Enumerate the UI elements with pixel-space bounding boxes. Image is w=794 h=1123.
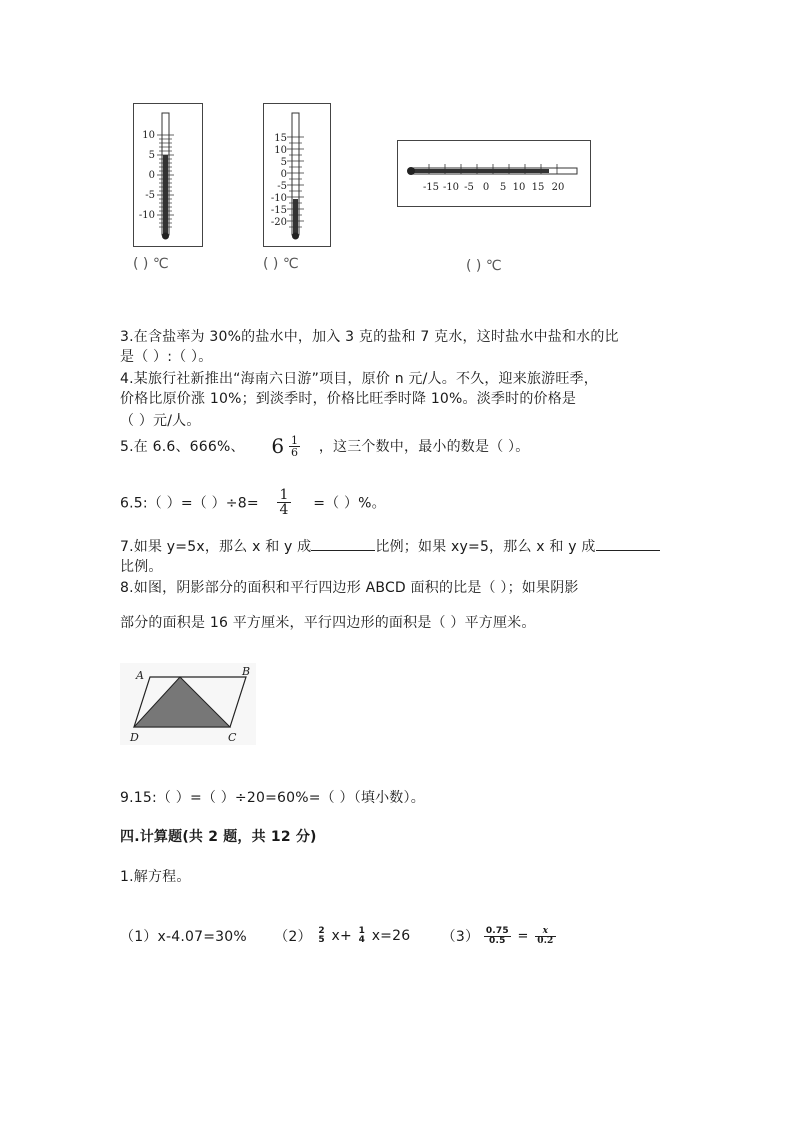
label-b: B bbox=[242, 665, 251, 678]
q5-post: ，这三个数中，最小的数是（ ）。 bbox=[318, 439, 530, 455]
t3-caption: ( ) ℃ bbox=[466, 258, 502, 274]
label-d: D bbox=[130, 731, 139, 744]
t2-caption: ( ) ℃ bbox=[263, 256, 299, 272]
frac-denominator: 4 bbox=[279, 502, 289, 518]
q7-line1 bbox=[120, 536, 660, 556]
q8-line1: 8.如图，阴影部分的面积和平行四边形 ABCD 面积的比是（ ）；如果阴影 bbox=[120, 580, 579, 596]
frac-denominator: 0.5 bbox=[489, 935, 506, 946]
equations-row bbox=[120, 926, 556, 958]
s4q1-title: 1.解方程。 bbox=[120, 869, 191, 885]
equation-3-prefix: （3） bbox=[441, 929, 480, 945]
q7-line2: 比例。 bbox=[120, 559, 163, 575]
parallelogram-figure bbox=[120, 663, 256, 745]
equation-2-prefix: （2） bbox=[274, 929, 312, 945]
q7-part1: 7.如果 y=5x，那么 x 和 y 成 bbox=[120, 539, 312, 555]
t3-tick: 20 bbox=[551, 182, 565, 193]
t1-caption: ( ) ℃ bbox=[133, 256, 169, 272]
thermometer-1 bbox=[133, 103, 203, 248]
eq2-mid: x+ bbox=[331, 928, 357, 944]
frac-numerator: 2 bbox=[318, 926, 325, 936]
frac-numerator: x bbox=[535, 927, 555, 937]
q6-post: =（ ）%。 bbox=[313, 495, 386, 512]
t2-tick: -10 bbox=[270, 193, 287, 204]
q9: 9.15:（ ）=（ ）÷20=60%=（ ）（填小数）。 bbox=[120, 790, 425, 806]
thermometer-3 bbox=[397, 140, 591, 208]
mixed-fraction bbox=[289, 435, 300, 458]
frac-denominator: 6 bbox=[290, 445, 299, 459]
q7-part2: 比例；如果 xy=5，那么 x 和 y 成 bbox=[375, 539, 596, 555]
q4-line3: （ ）元/人。 bbox=[120, 413, 201, 429]
eq2-fraction-1 bbox=[316, 927, 326, 945]
frac-numerator: 1 bbox=[358, 926, 366, 936]
frac-denominator: 4 bbox=[358, 935, 366, 945]
eq2-post: x=26 bbox=[371, 928, 411, 944]
t3-tick: 5 bbox=[499, 182, 507, 193]
t1-tick: 5 bbox=[148, 150, 155, 161]
thermometer-2 bbox=[263, 103, 331, 248]
t2-tick: -5 bbox=[277, 181, 287, 192]
t2-tick: 5 bbox=[280, 157, 287, 168]
t3-tick: -10 bbox=[442, 182, 460, 193]
t2-tick: 0 bbox=[280, 169, 287, 180]
eq3-equals: = bbox=[517, 928, 529, 944]
section-title: 四.计算题(共 2 题，共 12 分) bbox=[120, 829, 317, 845]
t2-tick: -15 bbox=[270, 205, 287, 216]
t2-tick: 15 bbox=[274, 133, 287, 144]
frac-numerator: 1 bbox=[279, 487, 289, 503]
t1-tick: -10 bbox=[138, 210, 155, 221]
q6-pre: 6.5:（ ）=（ ）÷8= bbox=[120, 495, 259, 512]
t3-tick: -5 bbox=[464, 182, 474, 193]
answer-blank bbox=[596, 538, 660, 551]
q6 bbox=[120, 488, 386, 528]
eq3-left-fraction bbox=[484, 927, 511, 946]
frac-denominator: 5 bbox=[318, 935, 325, 945]
q4-line1: 4.某旅行社新推出“海南六日游”项目，原价 n 元/人。不久，迎来旅游旺季， bbox=[120, 371, 598, 387]
q5 bbox=[120, 434, 529, 474]
mixed-whole: 6 bbox=[271, 434, 285, 458]
eq2-fraction-2 bbox=[357, 927, 367, 945]
t1-tick: -5 bbox=[145, 190, 155, 201]
t3-tick: 15 bbox=[531, 182, 545, 193]
q5-pre: 5.在 6.6、666%、 bbox=[120, 439, 245, 455]
q8-line2: 部分的面积是 16 平方厘米，平行四边形的面积是（ ）平方厘米。 bbox=[120, 615, 536, 631]
q6-fraction bbox=[277, 488, 290, 517]
t2-tick: 10 bbox=[274, 145, 287, 156]
label-a: A bbox=[136, 669, 144, 682]
q4-line2: 价格比原价涨 10%；到淡季时，价格比旺季时降 10%。淡季时的价格是 bbox=[120, 391, 577, 407]
label-c: C bbox=[228, 731, 237, 744]
t1-tick: 10 bbox=[142, 130, 155, 141]
frac-numerator: 1 bbox=[290, 433, 299, 447]
eq3-right-fraction bbox=[535, 927, 555, 946]
t3-tick: -15 bbox=[422, 182, 440, 193]
frac-denominator: 0.2 bbox=[537, 935, 554, 946]
t3-tick: 10 bbox=[512, 182, 526, 193]
q3-line2: 是（ ）:（ ）。 bbox=[120, 349, 213, 365]
equation-1: （1）x-4.07=30% bbox=[120, 929, 247, 945]
q3-line1: 3.在含盐率为 30%的盐水中，加入 3 克的盐和 7 克水，这时盐水中盐和水的比 bbox=[120, 329, 619, 345]
mixed-number bbox=[271, 434, 300, 458]
t3-tick: 0 bbox=[482, 182, 490, 193]
t2-tick: -20 bbox=[270, 217, 287, 228]
answer-blank bbox=[311, 538, 375, 551]
t1-tick: 0 bbox=[148, 170, 155, 181]
frac-numerator: 0.75 bbox=[485, 925, 509, 936]
